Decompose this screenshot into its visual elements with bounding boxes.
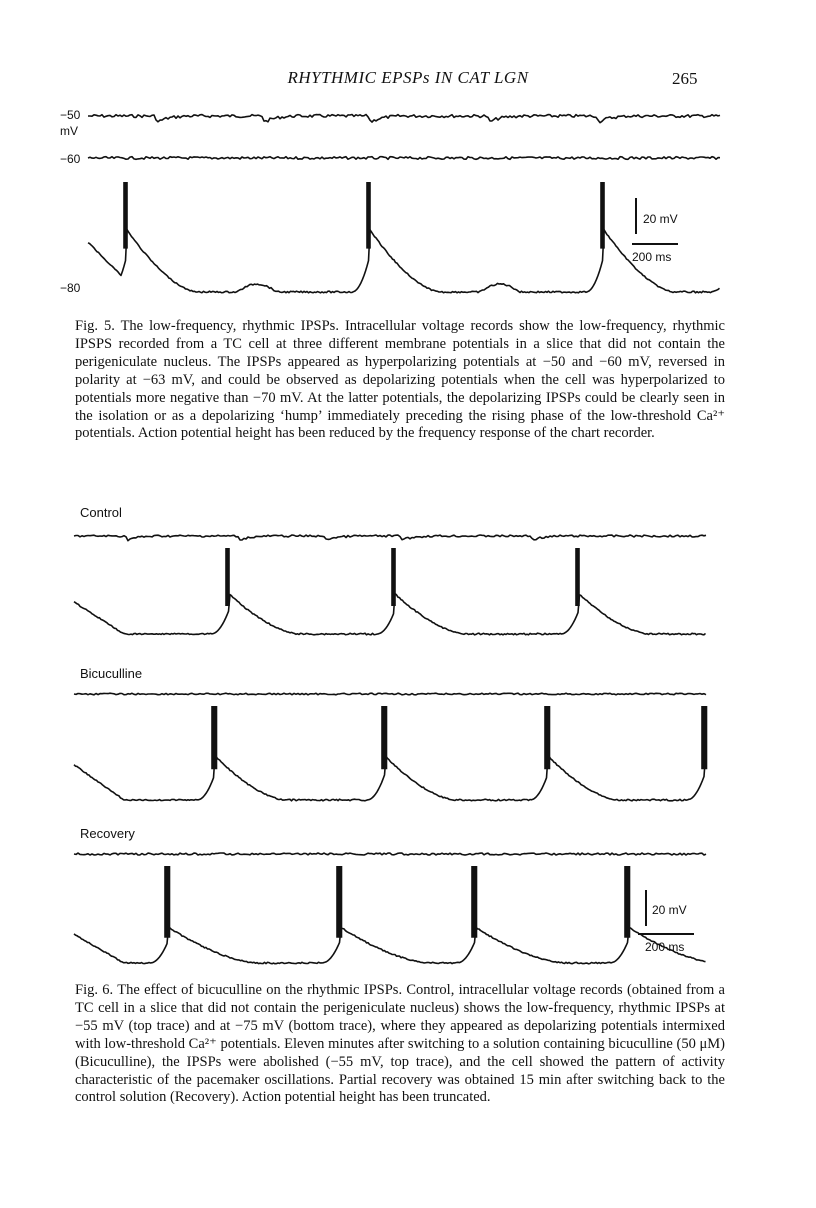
fig6-control-trace-bottom-burst-3 [576,548,579,606]
fig6-control-trace-top [74,535,706,541]
fig6-recovery-trace-bottom-burst-1 [165,866,170,938]
fig5-scale-voltage-label: 20 mV [643,212,678,226]
fig6-recovery-trace-top [74,853,706,855]
page-number: 265 [672,69,698,88]
fig6-control-trace-bottom-burst-1 [226,548,229,606]
fig6-bicuculline-trace-bottom-burst-1 [212,706,217,769]
fig6-bicuculline-trace-bottom-burst-3 [545,706,550,769]
fig5-label-minus60: −60 [60,152,81,166]
fig5-label-mv: mV [60,124,78,138]
fig6-bicuculline-trace-top [74,693,706,695]
fig5-trace-minus80 [88,230,720,293]
fig5-trace-minus60 [88,157,720,160]
fig5-trace-minus80-burst-2 [367,182,370,249]
fig6-caption: Fig. 6. The effect of bicuculline on the rhythmic IPSPs. Control, intracellular voltage records (obtained from a TC cell in a slice that did not contain the perigeniculate nucleus) shows the low-frequency, rhythmic IPSPs at −55 mV (top trace) and at −75 mV (bottom trace), where they appeared as depolarizing potentials intermixed with low-threshold Ca²⁺ potentials. Eleven minutes after switching to a solution containing bicuculline (50 μM) (Bicuculline), the IPSPs were abolished (−55 mV, top trace), and the cell showed the pattern of activity characteristic of the pacemaker oscillations. Partial recovery was obtained 15 min after switching back to the control solution (Recovery). Action potential height has been truncated. [75,982,725,1106]
fig6-control-trace-bottom [74,594,706,635]
running-title: RHYTHMIC EPSPs IN CAT LGN [287,68,529,87]
fig5-trace-minus80-burst-3 [601,182,604,249]
fig6-bicuculline-trace-bottom-burst-2 [382,706,387,769]
fig5-label-minus80: −80 [60,281,81,295]
fig6-scale-time-label: 200 ms [645,940,685,954]
fig6-panel-label-control: Control [80,505,122,520]
fig5-trace-minus50 [88,115,720,123]
fig6-bicuculline-trace-bottom-burst-4 [702,706,707,769]
fig6-recovery-trace-bottom-burst-4 [625,866,630,938]
traces-layer [74,115,720,964]
fig5-caption: Fig. 5. The low-frequency, rhythmic IPSPs. Intracellular voltage records show the low-frequency, rhythmic IPSPS recorded from a TC cell at three different membrane potentials in a slice that did not contain the perigeniculate nucleus. The IPSPs appeared as hyperpolarizing potentials at −50 and −60 mV, reversed in polarity at −63 mV, and could be observed as depolarizing potentials when the cell was hyperpolarized to potentials more negative than −70 mV. At the latter potentials, the depolarizing IPSPs could be clearly seen in the isolation or as a depolarizing ‘hump’ immediately preceding the rising phase of the low-threshold Ca²⁺ potentials. Action potential height has been reduced by the frequency response of the chart recorder. [75,318,725,442]
fig6-control-trace-bottom-burst-2 [392,548,395,606]
fig5-trace-minus80-burst-1 [124,182,127,249]
fig5-label-minus50: −50 [60,108,81,122]
fig6-bicuculline-trace-bottom [74,756,706,801]
fig6-panel-label-recovery: Recovery [80,826,135,841]
fig6-recovery-trace-bottom-burst-3 [472,866,477,938]
fig6-recovery-trace-bottom-burst-2 [337,866,342,938]
fig6-scale-voltage-label: 20 mV [652,903,687,917]
fig5-scale-time-label: 200 ms [632,250,672,264]
fig6-panel-label-bicuculline: Bicuculline [80,666,143,681]
